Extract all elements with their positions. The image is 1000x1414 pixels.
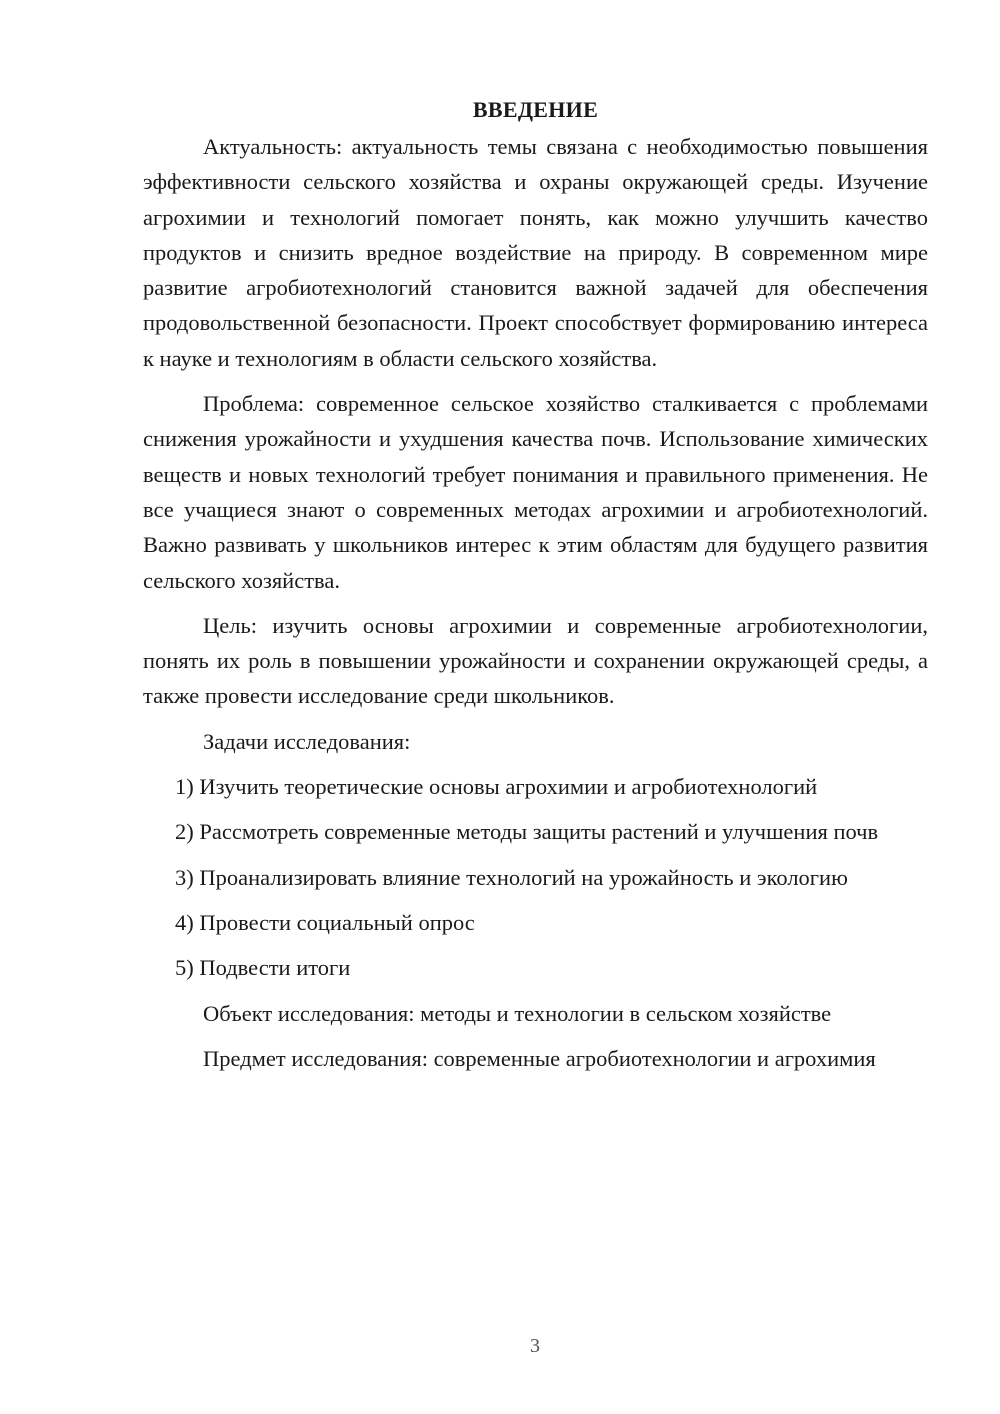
document-page xyxy=(143,95,928,1086)
paragraph-relevance: Актуальность: актуальность темы связана с необходимостью повышения эффективности сельского хозяйства и охраны окружающей среды. Изучение агрохимии и технологий помогает понять, как можно улучшить качество продуктов и снизить вредное воздействие на природу. В современном мире развитие агробиотехнологий становится важной задачей для обеспечения продовольственной безопасности. Проект способствует формированию интереса к науке и технологиям в области сельского хозяйства. xyxy=(143,134,928,371)
task-item-3: 3) Проанализировать влияние технологий на урожайность и экологию xyxy=(175,864,848,890)
task-item-4: 4) Провести социальный опрос xyxy=(175,909,475,935)
page-title: ВВЕДЕНИЕ xyxy=(472,97,599,122)
task-item-1: 1) Изучить теоретические основы агрохимии и агробиотехнологий xyxy=(175,774,818,800)
task-item-2: 2) Рассмотреть современные методы защиты растений и улучшения почв xyxy=(175,819,879,845)
paragraph-problem: Проблема: современное сельское хозяйство сталкивается с проблемами снижения урожайности и ухудшения качества почв. Использование химических веществ и новых технологий требует понимания и правильного применения. Не все учащиеся знают о современных методах агрохимии и агробиотехнологий. Важно развивать у школьников интерес к этим областям для будущего развития сельского хозяйства. xyxy=(143,391,928,593)
tasks-heading: Задачи исследования: xyxy=(203,728,411,754)
page-number: 3 xyxy=(530,1335,540,1357)
research-object: Объект исследования: методы и технологии в сельском хозяйстве xyxy=(203,1000,832,1026)
task-item-5: 5) Подвести итоги xyxy=(175,955,351,981)
research-subject: Предмет исследования: современные агробиотехнологии и агрохимия xyxy=(203,1045,876,1071)
paragraph-goal: Цель: изучить основы агрохимии и современные агробиотехнологии, понять их роль в повышении урожайности и сохранении окружающей среды, а также провести исследование среди школьников. xyxy=(143,612,928,709)
